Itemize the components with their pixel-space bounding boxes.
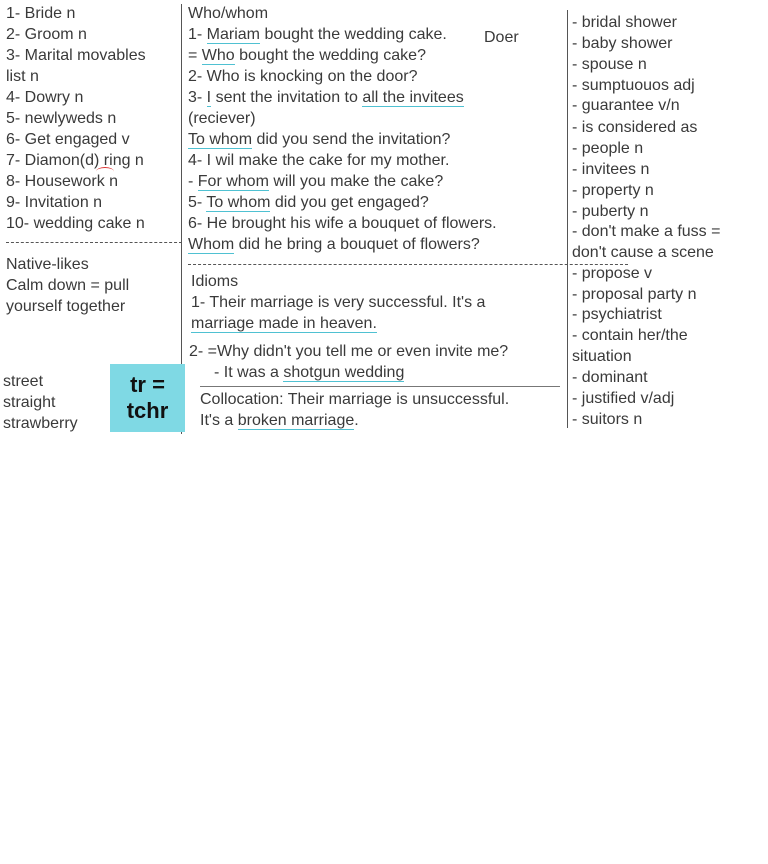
- example-line: 6- He brought his wife a bouquet of flowers.: [188, 215, 497, 232]
- word-item: - spouse n: [572, 56, 647, 73]
- word-item: - invitees n: [572, 161, 650, 178]
- sound-word: strawberry: [3, 415, 78, 432]
- word-item: - people n: [572, 140, 644, 157]
- underlined-subject: Mariam: [206, 26, 261, 43]
- section-title: Who/whom: [188, 5, 269, 22]
- doer-label: Doer: [484, 29, 519, 46]
- example-line: 3- I sent the invitation to all the invitees: [188, 89, 464, 106]
- word-item: - is considered as: [572, 119, 698, 136]
- collocation-divider: [200, 386, 560, 387]
- vocab-item: 6- Get engaged v: [6, 131, 130, 148]
- native-likes-line: Calm down = pull: [6, 277, 130, 294]
- vocab-item: 1- Bride n: [6, 5, 76, 22]
- example-line: To whom did you send the invitation?: [188, 131, 451, 148]
- word-item: - puberty n: [572, 203, 649, 220]
- middle-divider: [188, 264, 628, 265]
- word-item: - property n: [572, 182, 654, 199]
- collocation-line: Collocation: Their marriage is unsuccessful.: [200, 391, 510, 408]
- example-line: 2- Who is knocking on the door?: [188, 68, 418, 85]
- collocation-line: It's a broken marriage.: [200, 412, 359, 429]
- tr-tchr-badge: [110, 364, 185, 432]
- example-line: Whom did he bring a bouquet of flowers?: [188, 236, 480, 253]
- word-item: - proposal party n: [572, 286, 697, 303]
- vocab-item: 2- Groom n: [6, 26, 87, 43]
- word-item: - guarantee v/n: [572, 97, 680, 114]
- vocab-item: 5- newlyweds n: [6, 110, 117, 127]
- vocab-item: 10- wedding cake n: [6, 215, 145, 232]
- vocab-item: 3- Marital movables: [6, 47, 146, 64]
- badge-line: tr =: [130, 372, 165, 397]
- idiom-line: marriage made in heaven.: [191, 315, 377, 332]
- sound-word: street: [3, 373, 44, 390]
- word-item: - dominant: [572, 369, 648, 386]
- native-likes-line: yourself together: [6, 298, 126, 315]
- idioms-title: Idioms: [191, 273, 239, 290]
- vocab-item: 7- Diamon(d) ring n: [6, 152, 144, 169]
- native-likes-title: Native-likes: [6, 256, 89, 273]
- idiom-line: 1- Their marriage is very successful. It's a: [191, 294, 486, 311]
- idiom-line: - It was a shotgun wedding: [214, 364, 405, 381]
- badge-line: tchr: [126, 398, 169, 423]
- vocab-item: 8- Housework n: [6, 173, 119, 190]
- sound-word: straight: [3, 394, 56, 411]
- example-line: (reciever): [188, 110, 256, 127]
- word-item: don't cause a scene: [572, 244, 714, 261]
- word-item: - sumptuouos adj: [572, 77, 695, 94]
- word-item: situation: [572, 348, 632, 365]
- left-divider: [6, 242, 182, 243]
- word-item: - suitors n: [572, 411, 643, 428]
- right-separator: [567, 10, 568, 428]
- vocab-item: 4- Dowry n: [6, 89, 84, 106]
- word-item: - contain her/the: [572, 327, 688, 344]
- example-line: 5- To whom did you get engaged?: [188, 194, 429, 211]
- pen-mark: [96, 167, 114, 176]
- vocab-item: 9- Invitation n: [6, 194, 103, 211]
- example-line: 4- I wil make the cake for my mother.: [188, 152, 450, 169]
- word-item: - psychiatrist: [572, 306, 662, 323]
- word-item: - justified v/adj: [572, 390, 675, 407]
- word-item: - baby shower: [572, 35, 673, 52]
- idiom-line: 2- =Why didn't you tell me or even invite me?: [189, 343, 509, 360]
- example-line: 1- Mariam bought the wedding cake.: [188, 26, 447, 43]
- word-item: - don't make a fuss =: [572, 223, 721, 240]
- word-item: - propose v: [572, 265, 653, 282]
- example-line: - For whom will you make the cake?: [188, 173, 444, 190]
- word-item: - bridal shower: [572, 14, 677, 31]
- example-line: = Who bought the wedding cake?: [188, 47, 426, 64]
- vocab-item: list n: [6, 68, 39, 85]
